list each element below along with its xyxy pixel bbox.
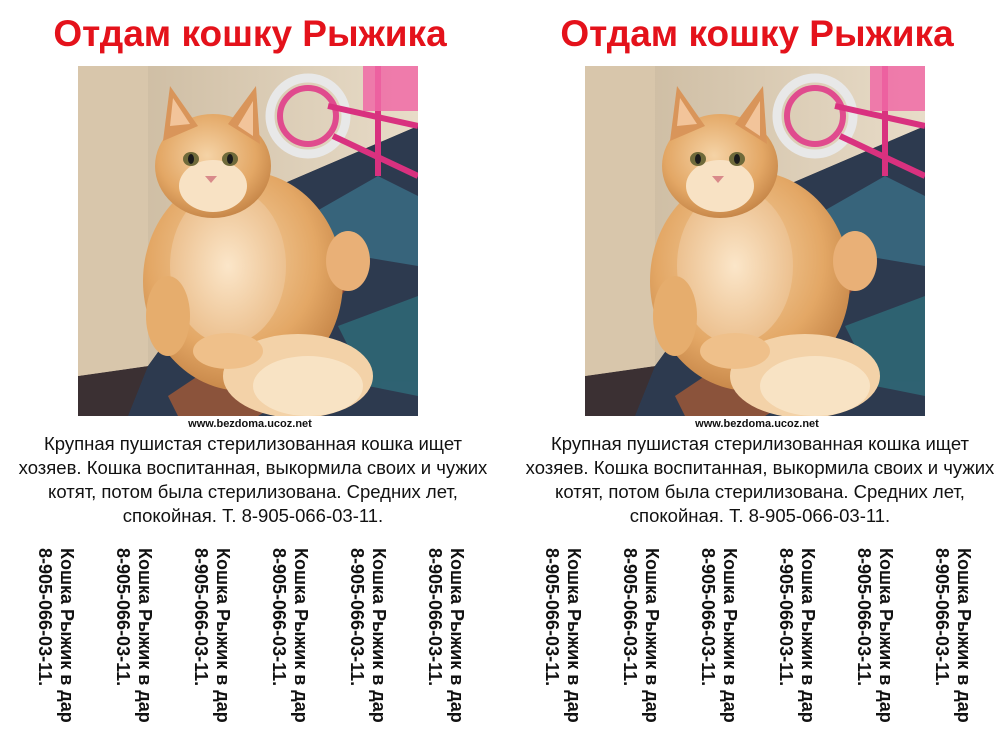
tab-line-name: Кошка Рыжик в дар (720, 548, 740, 723)
website-caption: www.bezdoma.ucoz.net (188, 418, 312, 430)
tear-off-tab-text (929, 548, 977, 755)
flyer-description: Крупная пушистая стерилизованная кошка ищет хозяев. Кошка воспитанная, выкормила своих и чужих котят, потом была стерилизована. Средних лет, спокойная. Т. 8-905-066-03-11. (525, 433, 995, 526)
tab-line-phone: 8-905-066-03-11. (113, 548, 133, 687)
tear-off-tab-text (851, 548, 899, 755)
cat-photo (78, 66, 418, 416)
tear-off-tabs (0, 548, 500, 755)
tab-line-name: Кошка Рыжик в дар (291, 548, 311, 723)
tab-line-phone: 8-905-066-03-11. (269, 548, 289, 687)
tear-off-tab-text (422, 548, 470, 755)
tear-off-tab-text (344, 548, 392, 755)
flyer-title: Отдам кошку Рыжика (53, 13, 447, 54)
tear-off-tab[interactable] (695, 548, 743, 755)
tear-off-tab[interactable] (773, 548, 821, 755)
tear-off-tab-text (266, 548, 314, 755)
tear-off-tab-text (773, 548, 821, 755)
tear-off-tab[interactable] (617, 548, 665, 755)
tab-line-phone: 8-905-066-03-11. (854, 548, 874, 687)
tear-off-tab[interactable] (929, 548, 977, 755)
cat-photo (585, 66, 925, 416)
tear-off-tab-text (188, 548, 236, 755)
tear-off-tab-text (32, 548, 80, 755)
tab-line-name: Кошка Рыжик в дар (954, 548, 974, 723)
tab-line-phone: 8-905-066-03-11. (542, 548, 562, 687)
flyer-description: Крупная пушистая стерилизованная кошка ищет хозяев. Кошка воспитанная, выкормила своих и чужих котят, потом была стерилизована. Средних лет, спокойная. Т. 8-905-066-03-11. (18, 433, 488, 526)
flyer-title: Отдам кошку Рыжика (560, 13, 954, 54)
tab-line-phone: 8-905-066-03-11. (620, 548, 640, 687)
tear-off-tab-text (695, 548, 743, 755)
tear-off-tab[interactable] (851, 548, 899, 755)
flyer-right (507, 0, 1007, 755)
tab-line-phone: 8-905-066-03-11. (698, 548, 718, 687)
tear-off-tab-text (539, 548, 587, 755)
tab-line-name: Кошка Рыжик в дар (57, 548, 77, 723)
tab-line-name: Кошка Рыжик в дар (135, 548, 155, 723)
tab-line-phone: 8-905-066-03-11. (932, 548, 952, 687)
tear-off-tab[interactable] (188, 548, 236, 755)
tab-line-name: Кошка Рыжик в дар (642, 548, 662, 723)
tear-off-tab[interactable] (344, 548, 392, 755)
flyer-left (0, 0, 500, 755)
tear-off-tab[interactable] (539, 548, 587, 755)
tear-off-tab[interactable] (266, 548, 314, 755)
tab-line-phone: 8-905-066-03-11. (425, 548, 445, 687)
tear-off-tab[interactable] (32, 548, 80, 755)
tab-line-name: Кошка Рыжик в дар (876, 548, 896, 723)
tab-line-phone: 8-905-066-03-11. (35, 548, 55, 687)
tear-off-tab[interactable] (110, 548, 158, 755)
tear-off-tabs (507, 548, 1007, 755)
tear-off-tab[interactable] (422, 548, 470, 755)
website-caption: www.bezdoma.ucoz.net (695, 418, 819, 430)
tab-line-phone: 8-905-066-03-11. (776, 548, 796, 687)
tear-off-tab-text (110, 548, 158, 755)
tab-line-phone: 8-905-066-03-11. (191, 548, 211, 687)
tab-line-name: Кошка Рыжик в дар (213, 548, 233, 723)
tab-line-name: Кошка Рыжик в дар (564, 548, 584, 723)
tab-line-name: Кошка Рыжик в дар (369, 548, 389, 723)
tab-line-name: Кошка Рыжик в дар (798, 548, 818, 723)
tear-off-tab-text (617, 548, 665, 755)
tab-line-phone: 8-905-066-03-11. (347, 548, 367, 687)
tab-line-name: Кошка Рыжик в дар (447, 548, 467, 723)
